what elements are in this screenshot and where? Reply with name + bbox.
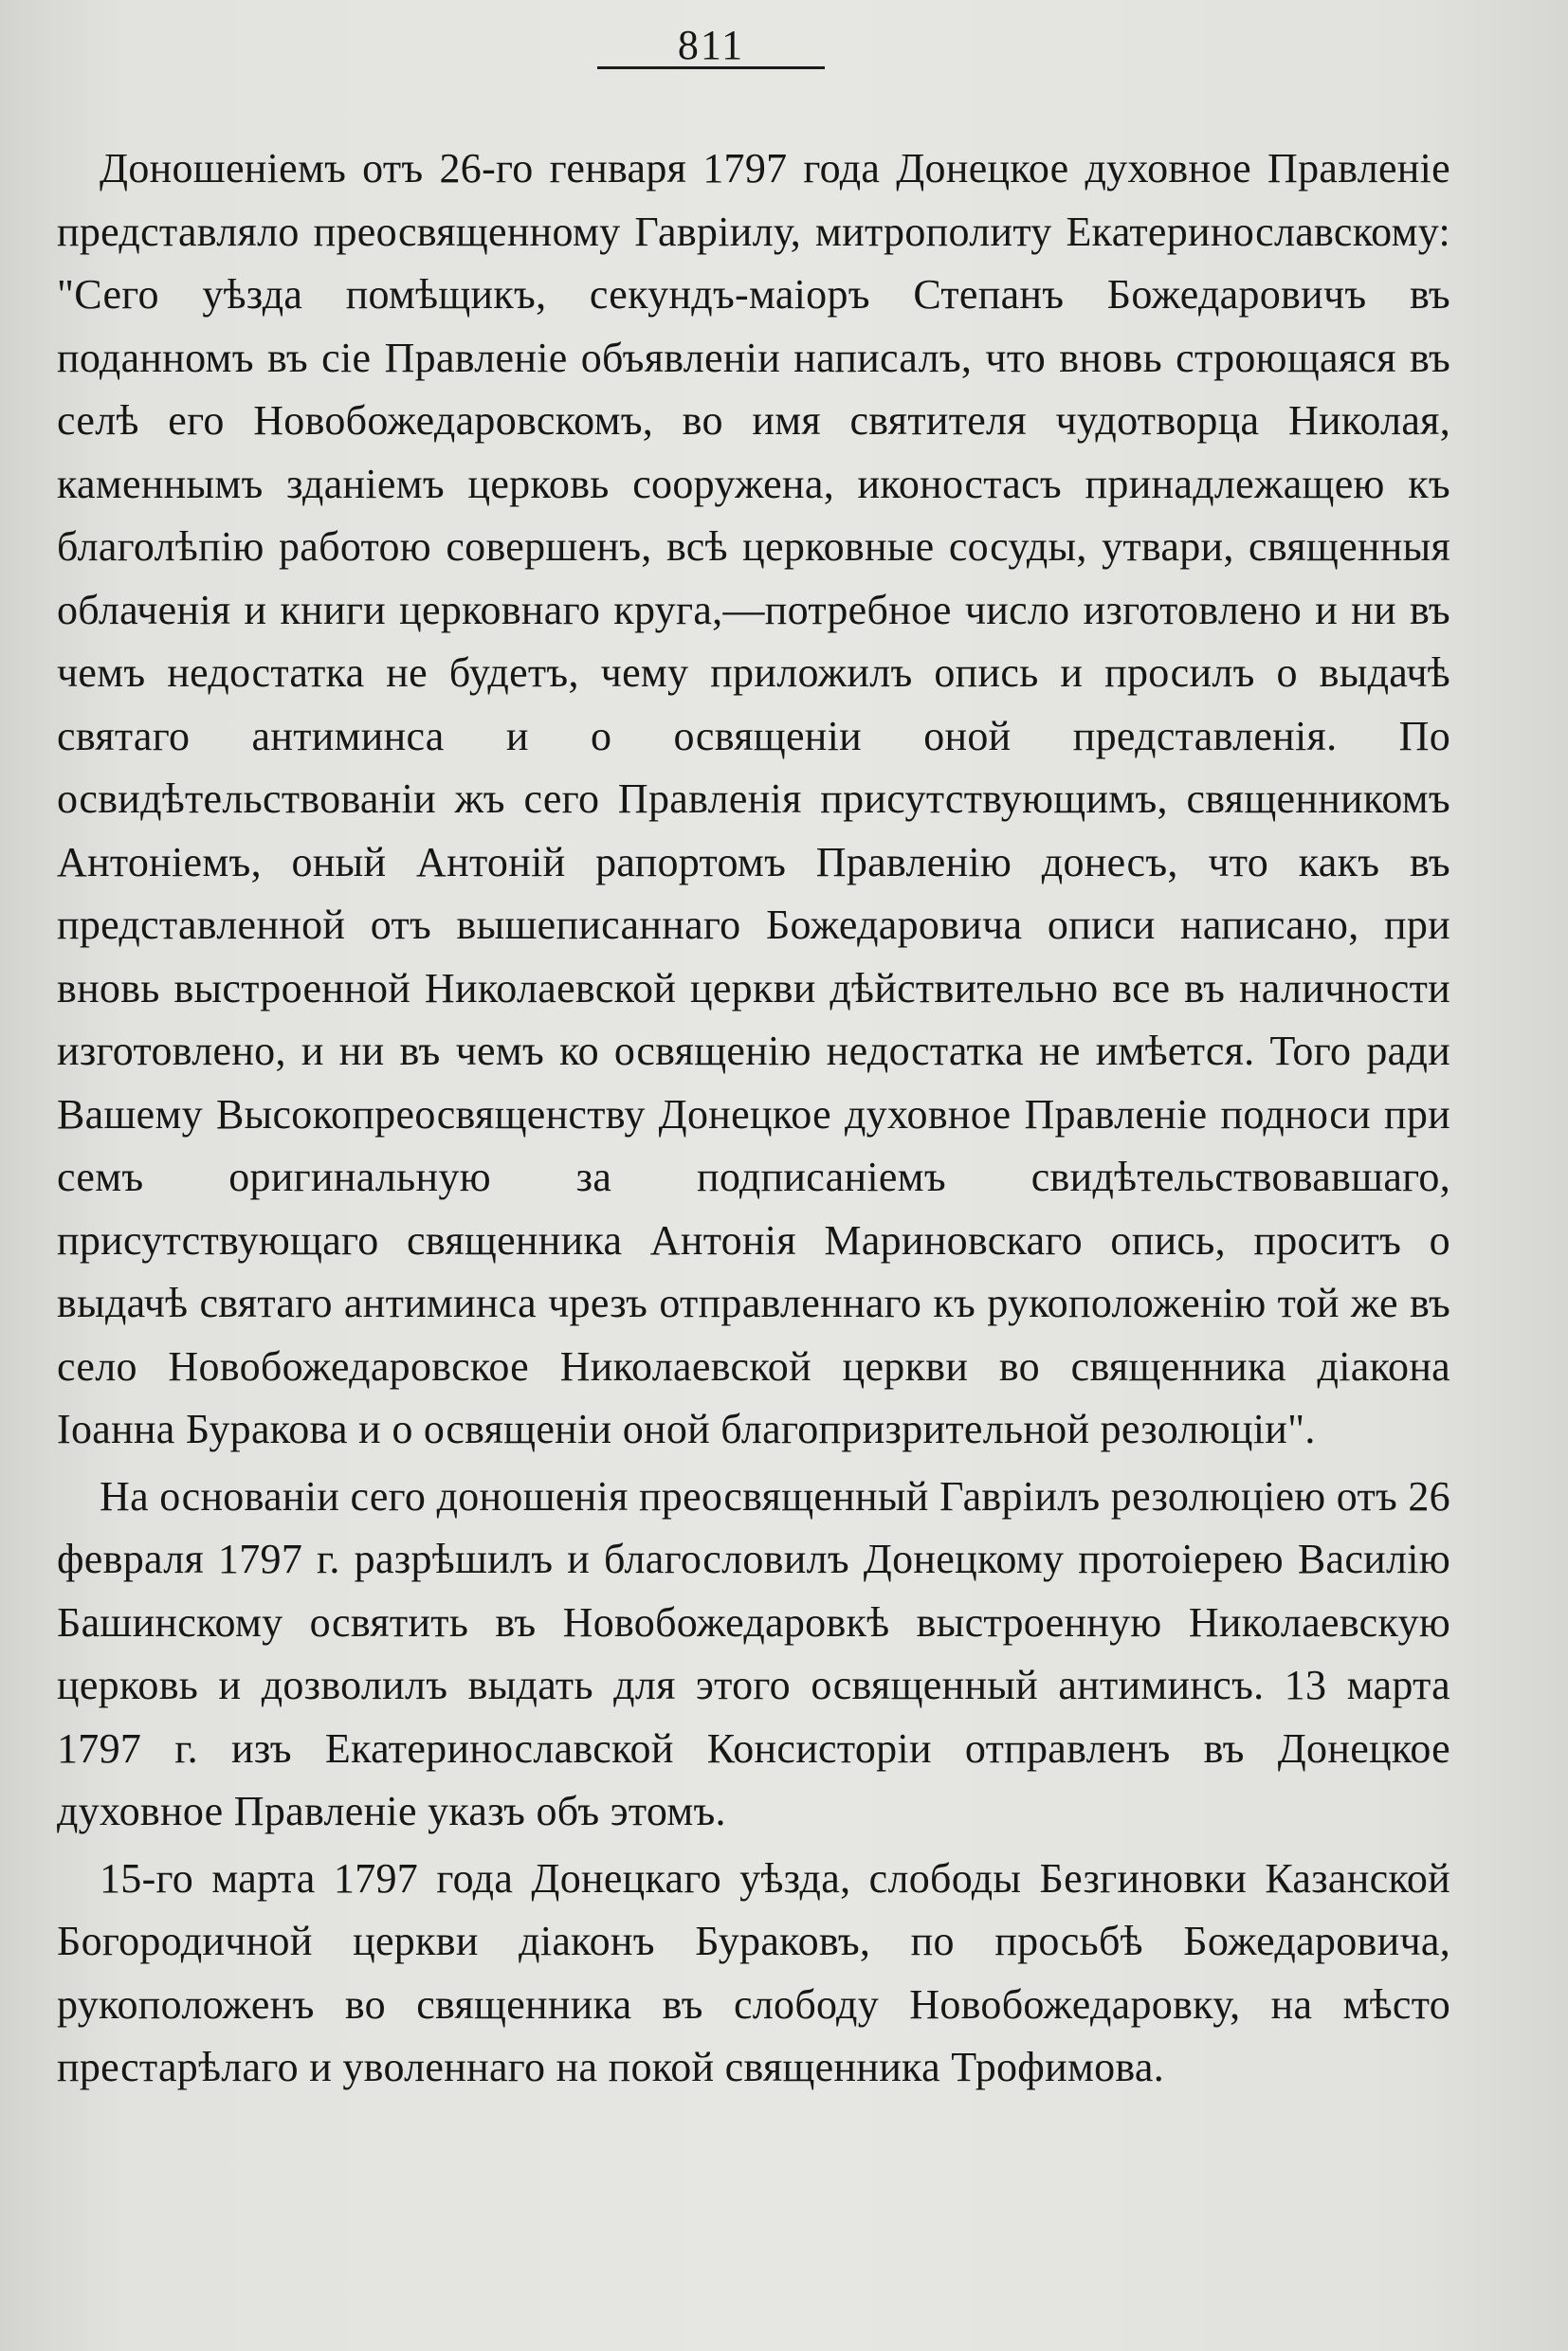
page-number-rule: [597, 66, 825, 69]
paragraph-2: На основаніи сего доношенія преосвященный Гавріилъ резолюціею отъ 26 февраля 1797 г. разрѣшилъ и благословилъ Донецкому протоіерею Василію Башинскому освятить въ Новобожедаровкѣ выстроенную Николаевскую церковь и дозволилъ выдать для этого освященный антиминсъ. 13 марта 1797 г. изъ Екатеринославской Консисторіи отправленъ въ Донецкое духовное Правленіе указъ объ этомъ.: [57, 1472, 1450, 1834]
body-text: [57, 137, 1450, 2100]
page-number: 811: [677, 22, 745, 68]
paragraph-3: 15-го марта 1797 года Донецкаго уѣзда, слободы Безгиновки Казанской Богородичной церкви діаконъ Бураковъ, по просьбѣ Божедаровича, рукоположенъ во священника въ слободу Новобожедаровку, на мѣсто престарѣлаго и уволеннаго на покой священника Трофимова.: [57, 1854, 1450, 2090]
paragraph-1: Доношеніемъ отъ 26-го генваря 1797 года Донецкое духовное Правленіе представляло преосвященному Гавріилу, митрополиту Екатеринославскому: "Сего уѣзда помѣщикъ, секундъ-маіоръ Степанъ Божедаровичъ въ поданномъ въ сіе Правленіе объявленіи написалъ, что вновь строющаяся въ селѣ его Новобожедаровскомъ, во имя святителя чудотворца Николая, каменнымъ зданіемъ церковь сооружена, иконостасъ принадлежащею къ благолѣпію работою совершенъ, всѣ церковные сосуды, утвари, священныя облаченія и книги церковнаго круга,—потребное число изготовлено и ни въ чемъ недостатка не будетъ, чему приложилъ опись и просилъ о выдачѣ святаго антиминса и о освященіи оной представленія. По освидѣтельствованіи жъ сего Правленія присутствующимъ, священникомъ Антоніемъ, оный Антоній рапортомъ Правленію донесъ, что какъ въ представленной отъ вышеписаннаго Божедаровича описи написано, при вновь выстроенной Николаевской церкви дѣйствительно все въ наличности изготовлено, и ни въ чемъ ко освященію недостатка не имѣется. Того ради Вашему Высокопреосвященству Донецкое духовное Правленіе подноси при семъ оригинальную за подписаніемъ свидѣтельствовавшаго, присутствующаго священника Антонія Мариновскаго опись, проситъ о выдачѣ святаго антиминса чрезъ отправленнаго къ рукоположенію той же въ село Новобожедаровское Николаевской церкви во священника діакона Іоанна Буракова и о освященіи оной благопризрительной резолюціи".: [57, 145, 1450, 1452]
